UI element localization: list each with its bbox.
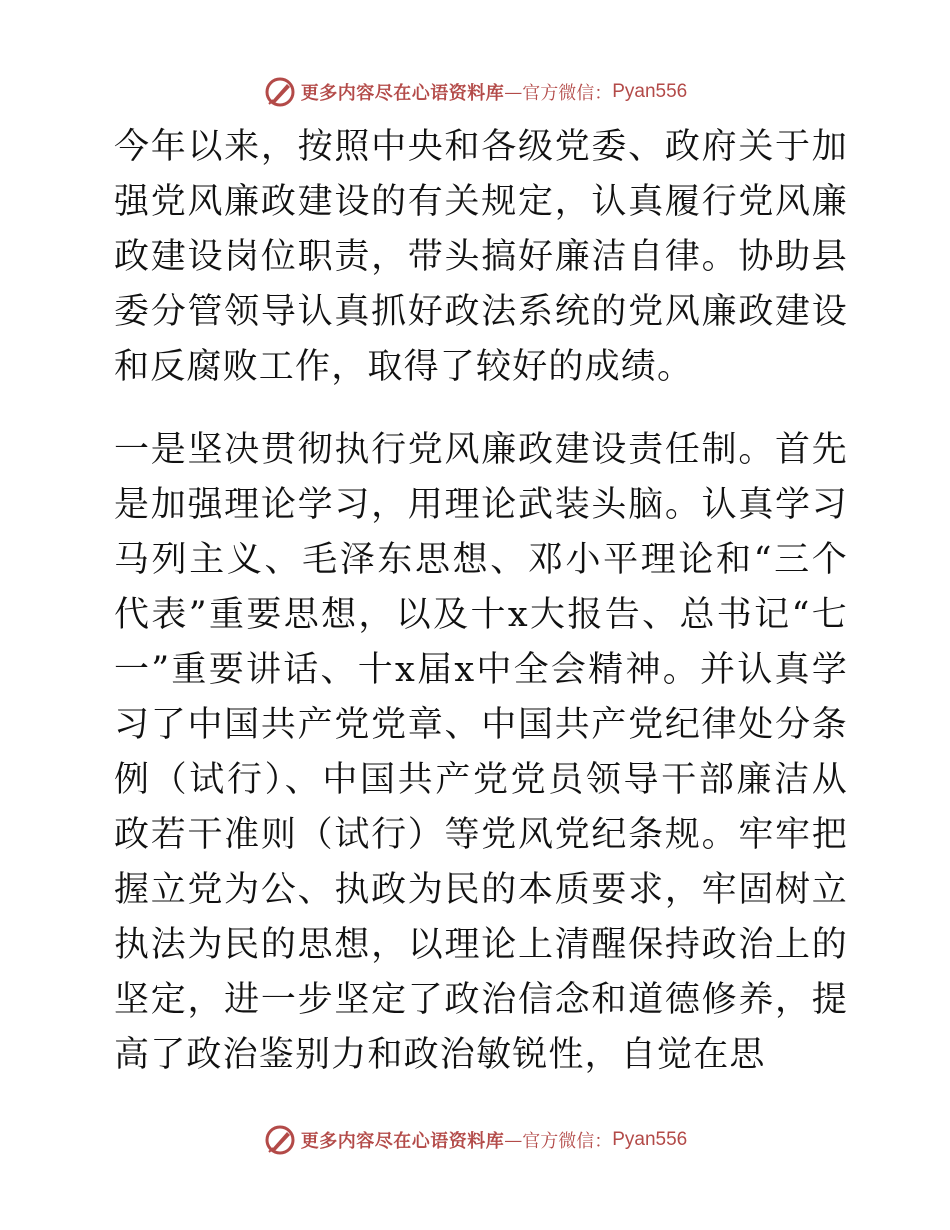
watermark-contact-id: Pyan556 xyxy=(612,1129,688,1150)
quill-logo-icon xyxy=(263,75,297,109)
watermark-contact-id: Pyan556 xyxy=(612,81,688,102)
watermark-separator: — xyxy=(504,1129,523,1151)
document-body xyxy=(98,120,848,1083)
paragraph-point-one: 一是坚决贯彻执行党风廉政建设责任制。首先是加强理论学习，用理论武装头脑。认真学习马列主义、毛泽东思想、邓小平理论和“三个代表”重要思想，以及十x大报告、总书记“七一”重要讲话、十x届x中全会精神。并认真学习了中国共产党党章、中国共产党纪律处分条例（试行）、中国共产党党员领导干部廉洁从政若干准则（试行）等党风党纪条规。牢牢把握立党为公、执政为民的本质要求，牢固树立执法为民的思想，以理论上清醒保持政治上的坚定，进一步坚定了政治信念和道德修养，提高了政治鉴别力和政治敏锐性，自觉在思 xyxy=(114,430,848,1075)
quill-logo-icon xyxy=(263,1123,297,1157)
header-watermark xyxy=(0,72,950,112)
paragraph-intro: 今年以来，按照中央和各级党委、政府关于加强党风廉政建设的有关规定，认真履行党风廉政建设岗位职责，带头搞好廉洁自律。协助县委分管领导认真抓好政法系统的党风廉政建设和反腐败工作，取得了较好的成绩。 xyxy=(114,127,848,387)
watermark-brand: 更多内容尽在心语资料库 xyxy=(300,1131,505,1152)
watermark-brand: 更多内容尽在心语资料库 xyxy=(300,83,505,104)
watermark-separator: — xyxy=(504,81,523,103)
watermark-contact-label: 官方微信： xyxy=(522,1131,613,1152)
watermark-contact-label: 官方微信： xyxy=(522,83,613,104)
footer-watermark xyxy=(0,1120,950,1160)
